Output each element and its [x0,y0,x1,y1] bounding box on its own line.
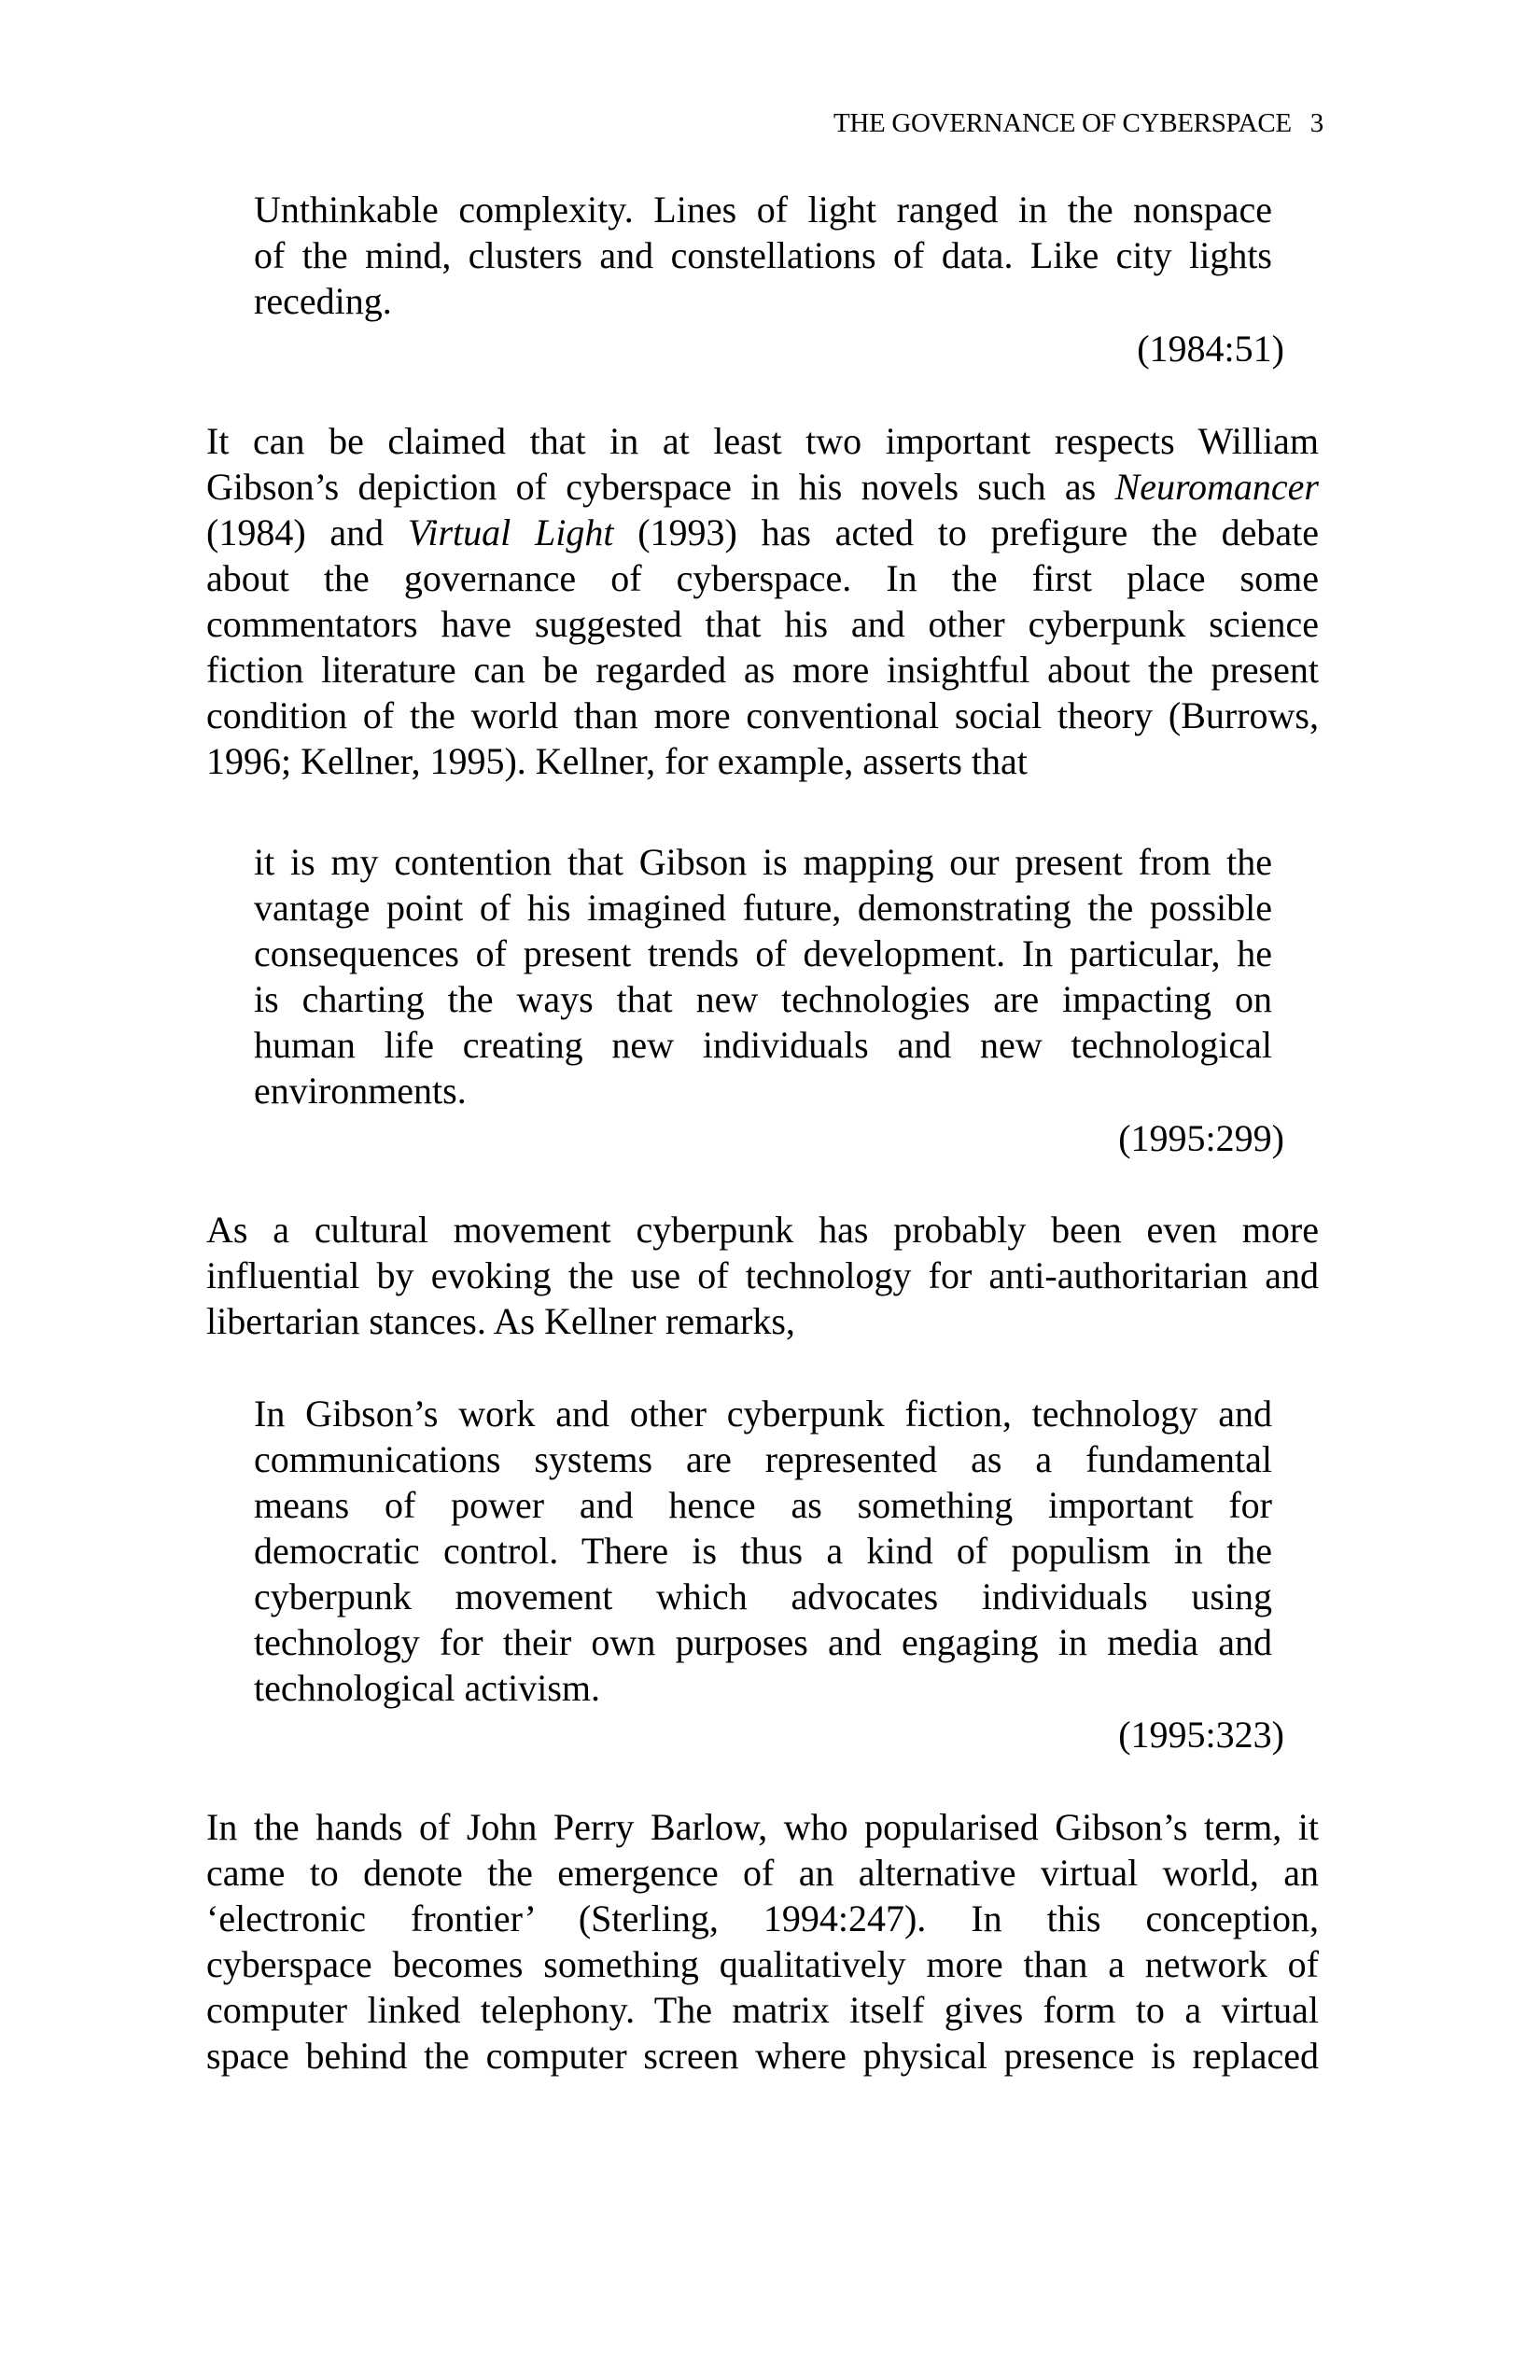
block-quote-1 [254,839,1272,1113]
running-head-title: THE GOVERNANCE OF CYBERSPACE [833,108,1292,138]
paragraph-line: commentators have suggested that his and other cyberpunk science [206,603,1319,645]
quote-line: vantage point of his imagined future, demonstrating the possible [254,887,1272,929]
page-number: 3 [1309,108,1323,138]
paragraph-line: space behind the computer screen where physical presence is replaced [206,2035,1319,2077]
block-quote-2 [254,1391,1272,1711]
paragraph-line: (1984) and Virtual Light (1993) has acted to prefigure the debate [206,511,1319,553]
paragraph-line: about the governance of cyberspace. In the first place some [206,557,1319,599]
paragraph-line: came to denote the emergence of an alternative virtual world, an [206,1852,1319,1894]
epigraph-citation: (1984:51) [1137,328,1284,370]
paragraph-2 [206,1207,1319,1344]
paragraph-line: condition of the world than more conventional social theory (Burrows, [206,694,1319,736]
quote-line: is charting the ways that new technologies are impacting on [254,978,1272,1020]
paragraph-3 [206,1804,1319,2079]
quote-line: cyberpunk movement which advocates individuals using [254,1575,1272,1617]
paragraph-1 [206,418,1319,784]
quote-line: technological activism. [254,1667,600,1709]
book-title-virtual-light: Virtual Light [407,511,614,553]
epigraph-line: receding. [254,280,392,322]
paragraph-line: influential by evoking the use of technology for anti-authoritarian and [206,1254,1319,1296]
paragraph-line: 1996; Kellner, 1995). Kellner, for example, asserts that [206,740,1028,782]
paragraph-line: cyberspace becomes something qualitatively more than a network of [206,1943,1319,1985]
quote-2-citation: (1995:323) [1118,1714,1284,1756]
paragraph-line: libertarian stances. As Kellner remarks, [206,1300,795,1342]
quote-line: environments. [254,1070,467,1112]
paragraph-line: computer linked telephony. The matrix itself gives form to a virtual [206,1989,1319,2031]
epigraph-line: Unthinkable complexity. Lines of light ranged in the nonspace [254,189,1272,231]
quote-line: human life creating new individuals and new technological [254,1024,1272,1066]
book-title-neuromancer: Neuromancer [1114,466,1319,508]
quote-1-citation: (1995:299) [1118,1117,1284,1159]
paragraph-line: Gibson’s depiction of cyberspace in his novels such as Neuromancer [206,466,1319,508]
quote-line: it is my contention that Gibson is mapping our present from the [254,841,1272,883]
epigraph-quote [254,187,1272,324]
quote-line: democratic control. There is thus a kind of populism in the [254,1530,1272,1572]
quote-line: communications systems are represented as a fundamental [254,1438,1272,1480]
paragraph-line: In the hands of John Perry Barlow, who popularised Gibson’s term, it [206,1806,1319,1848]
quote-line: In Gibson’s work and other cyberpunk fiction, technology and [254,1393,1272,1435]
paragraph-line: fiction literature can be regarded as more insightful about the present [206,649,1319,691]
paragraph-line: It can be claimed that in at least two important respects William [206,420,1319,462]
quote-line: means of power and hence as something important for [254,1484,1272,1526]
paragraph-line: As a cultural movement cyberpunk has probably been even more [206,1209,1319,1251]
epigraph-line: of the mind, clusters and constellations of data. Like city lights [254,234,1272,276]
quote-line: consequences of present trends of development. In particular, he [254,932,1272,974]
paragraph-line: ‘electronic frontier’ (Sterling, 1994:247). In this conception, [206,1897,1319,1939]
running-head [833,105,1323,142]
quote-line: technology for their own purposes and engaging in media and [254,1621,1272,1663]
